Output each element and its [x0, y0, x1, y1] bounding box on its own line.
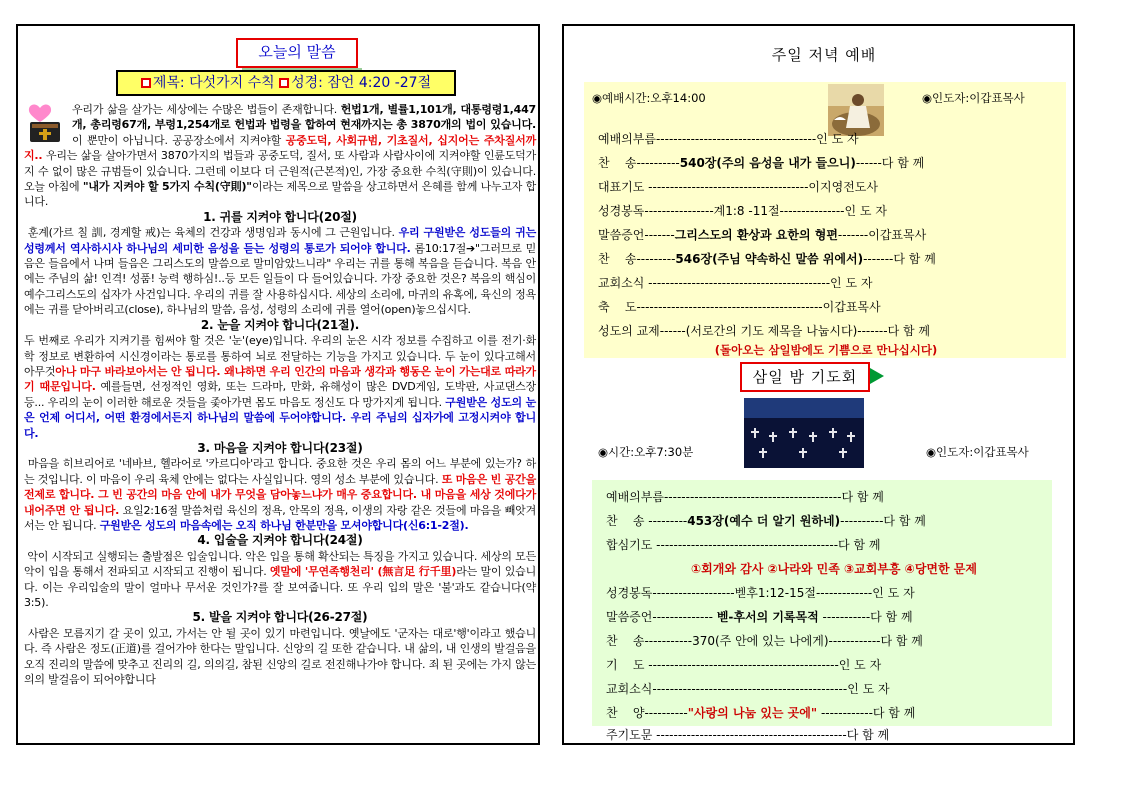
evening-row: 찬 송----------540장(주의 음성을 내가 들으니)------다 함 께: [598, 156, 925, 170]
sermon-body: [24, 102, 536, 687]
ear-emphasis: 우리 구원받은 성도들의 귀는 성령께서 역사하시사 하나님의 세미한 음성을 듣는 성령의 통로가 되어야 합니다.: [24, 226, 536, 255]
para-4a: 마음을 히브리어로 '네바브, 헬라어로 '카르디아'라고 합니다. 중요한 것은 우리 몸의 어느 부분에 있는가? 하는 것입니다. 이 마음이 우리 육체 안에는 없다는 사실입니다. 영의 성소 부분에 있습니다.: [24, 457, 537, 486]
evening-time: ◉예배시간:오후14:00: [592, 91, 706, 105]
heading-eye: 2. 눈을 지켜야 합니다(21절).: [200, 317, 360, 332]
para-2a: 훈계(가르 칠 訓, 경계할 戒)는 육체의 건강과 생명임과 동시에 그 근원입니다.: [27, 226, 399, 240]
heading-ear: 1. 귀를 지켜야 합니다(20절): [203, 209, 357, 224]
wednesday-row: 찬 송 ---------453장(예수 더 알기 원하네)----------다 함 께: [606, 514, 926, 528]
wednesday-prayer-title: 삼일 밤 기도회: [740, 362, 870, 392]
wednesday-row: 말씀증언-------------- 벧-후서의 기록목적 -----------다 함 께: [606, 610, 913, 624]
eye-emphasis: 구원받은 성도의 눈은 언제 어디서, 어떤 환경에서든지 하나님의 말씀에 두어야합니다. 우리 주님의 십자가에 고정시켜야 합니다.: [24, 395, 536, 440]
bible-heart-icon: [24, 102, 72, 146]
para-1c: 이 뿐만이 아닙니다. 공공장소에서 지켜야할: [72, 133, 286, 147]
praying-figure-image: [828, 84, 884, 136]
law-count: 헌법1개, 별률1,101개, 대통령령1,447개, 총리령67개, 부령1,254개로 헌법과 법령을 합하여 현재까지는 총 3870개의 법이 있습니다.: [72, 103, 536, 132]
wednesday-row: 성경봉독-------------------벧후1:12-15절-------------인 도 자: [606, 586, 915, 600]
wednesday-leader: ◉인도자:이갑표목사: [926, 445, 1029, 459]
evening-notice: (돌아오는 삼일밤에도 기쁨으로 만나십시다): [714, 343, 938, 357]
para-5a: 악이 시작되고 실행되는 출발점은 입술입니다. 악은 입을 통해 확산되는 특징을 가지고 있습니다. 세상의 모든 악이 입을 통해서 전파되고 시작되고 진행이 됩니다.: [24, 549, 536, 579]
evening-row: 말씀증언-------그리스도의 환상과 요한의 형편-------이갑표목사: [598, 228, 927, 242]
wednesday-row: 주기도문 --------------------------------------------다 함 께: [606, 728, 890, 742]
evening-leader: ◉인도자:이갑표목사: [922, 91, 1025, 105]
heart-warning: 또 마음은 빈 공간을 전제로 합니다. 그 빈 공간의 마음 안에 내가 무엇을 담아놓느냐가 매우 중요합니다. 내 마음을 세상 것에다가 내어주면 안 됩니다.: [24, 472, 537, 517]
wednesday-row: 기 도 --------------------------------------------인 도 자: [606, 658, 882, 672]
heading-heart: 3. 마음을 지켜야 합니다(23절): [197, 440, 363, 455]
para-1g: 이라는 제목으로 말씀을 상고하면서 은혜를 함께 나누고자 합니다.: [24, 180, 536, 209]
sermon-subject: [116, 70, 456, 96]
bullet-square-icon: [279, 78, 289, 88]
wednesday-time: ◉시간:오후7:30분: [598, 445, 694, 459]
para-5c: 라는 말이 있습니다. 이는 우리입술의 말이 얼마나 무서운 것인가?를 잘 보여줍니다. 또 우리 입의 말은 '불'과도 같습니다(약3:5).: [24, 565, 536, 609]
evening-row: 성경봉독----------------계1:8 -11절---------------인 도 자: [598, 204, 887, 218]
sermon-panel: [16, 24, 540, 745]
wednesday-row: 찬 송-----------370(주 안에 있는 나에게)------------다 함 께: [606, 634, 923, 648]
five-rules: "내가 지켜야 할 5가지 수칙(守則)": [82, 180, 252, 194]
heading-lips: 4. 입술을 지켜야 합니다(24절): [197, 533, 363, 548]
evening-row: 축 도-------------------------------------------이갑표목사: [598, 300, 881, 314]
evening-service-box: [584, 82, 1066, 358]
heart-emphasis: 구원받은 성도의 마음속에는 오직 하나님 한분만을 모셔야합니다(신6:1-2절).: [99, 518, 469, 532]
candlelight-crosses-image: [744, 398, 864, 468]
evening-service-title: 주일 저녁 예배: [771, 46, 877, 64]
evening-row: 예배의부름-------------------------------------인 도 자: [598, 132, 859, 146]
bullet-square-icon: [141, 78, 151, 88]
wednesday-row: 합심기도 ------------------------------------------다 함 께: [606, 538, 881, 552]
wednesday-row: 찬 양----------"사랑의 나눔 있는 곳에" ------------다 함 께: [606, 706, 916, 720]
evening-row: 대표기도 -------------------------------------이지영전도사: [598, 180, 878, 194]
public-order: 공중도덕, 사회규범, 기초질서, 십지어는 주차질서까지..: [24, 133, 536, 163]
proverb: 옛말에 '무연족행천리' (無言足 行千里): [269, 565, 457, 579]
para-4c: 요일2:16절 말씀처럼 육신의 정욕, 안목의 정욕, 이생의 자랑 같은 것들에 마음을 빼앗겨서는 안 됩니다.: [24, 503, 536, 532]
evening-row: 성도의 교제------(서로간의 기도 제목을 나눕시다)-------다 함 께: [598, 324, 930, 338]
wednesday-row: 예배의부름-----------------------------------------다 함 께: [606, 490, 884, 504]
heading-feet: 5. 발을 지켜야 합니다(26-27절): [192, 610, 368, 625]
evening-row: 교회소식 ------------------------------------------인 도 자: [598, 276, 873, 290]
subject-label: 제목: 다섯가지 수칙: [152, 75, 280, 91]
prayer-topics: ①회개와 감사 ②나라와 민족 ③교회부흥 ④당면한 문제: [691, 562, 977, 576]
worship-panel: [562, 24, 1075, 745]
para-3a: 두 번째로 우리가 지켜기를 힘써야 할 것은 '눈'(eye)입니다. 우리의 눈은 시각 정보를 수집하고 이를 전기·화학 정보로 변환하여 시신경이라는 통로를 통하여 뇌로 전달하는 기능을 가지고 있습니다. 두 눈이 있다고해서 아무것: [24, 334, 536, 378]
para-3c: 예를들면, 선정적인 영화, 또는 드라마, 만화, 유해성이 많은 DVD게임, 도박판, 사교댄스장등... 우리의 눈이 이러한 해로운 것들을 좇아가면 몸도 마음도 정신도 다 망가지게 됩니다.: [24, 380, 536, 409]
sermon-title: 오늘의 말씀: [236, 38, 358, 68]
para-6: 사람은 모름지기 갈 곳이 있고, 가서는 안 될 곳이 있기 마련입니다. 옛날에도 '군자는 대로'행'이라고 했습니다. 즉 사람은 정도(正道)를 걸어가야 한다는 말입니다. 신앙의 길 또한 같습니다. 내 삶의, 내 인생의 발걸음을 오직 진리의 말씀에 맞추고 진리의 길, 의의길, 참된 신앙의 길로 전진해나가야 합니다. 죄 된 곳에는 가지 않는 의의 발걸음이 되어야합니다: [24, 626, 536, 687]
scripture-label: 성경: 잠언 4:20 -27절: [291, 75, 432, 91]
evening-row: 찬 송---------546장(주님 약속하신 말씀 위에서)-------다 함 께: [598, 252, 936, 266]
wednesday-row: 교회소식---------------------------------------------인 도 자: [606, 682, 890, 696]
para-1e: 우리는 삶을 살아가면서 3870가지의 법들과 공중도덕, 질서, 또 사람과 사람사이에 지켜야할 인륜도덕가지 수 없이 많은 규범들이 있습니다. 그런데 이보다 더 근원적(근본적)인, 가장 중요한 수칙(守則)이 있습니다. 오늘 아침에: [24, 149, 536, 194]
para-2c: 롬10:17절➔"그러므로 믿음은 들음에서 나며 들음은 그리스도의 말씀으로 말미암았느니라" 우리는 귀를 통해 복음을 듣습니다. 복음 안에는 주님의 삶! 인격! 성품! 능력 행하심!..등 모든 일들이 다 들어있습니다. 가장 중요한 것은? 복음의 핵심이 예수그리스도의 십자가 사건입니다. 우리의 귀를 잘 사용하십시다. 세상의 소리에, 마귀의 유혹에, 육신의 정욕에는 귀를 닫아버리고(close), 하나님의 말씀, 음성, 성령의 소리에 귀를 열어(open)놓으십시다.: [24, 241, 536, 317]
eye-warning: 아나 마구 바라보아서는 안 됩니다. 왜냐하면 우리 인간의 마음과 생각과 행동은 눈이 가는대로 따라가기 때문입니다.: [24, 364, 536, 394]
wednesday-prayer-box: [592, 480, 1052, 742]
para-1a: 우리가 삶을 살가는 세상에는 수많은 법들이 존재합니다.: [72, 103, 341, 116]
